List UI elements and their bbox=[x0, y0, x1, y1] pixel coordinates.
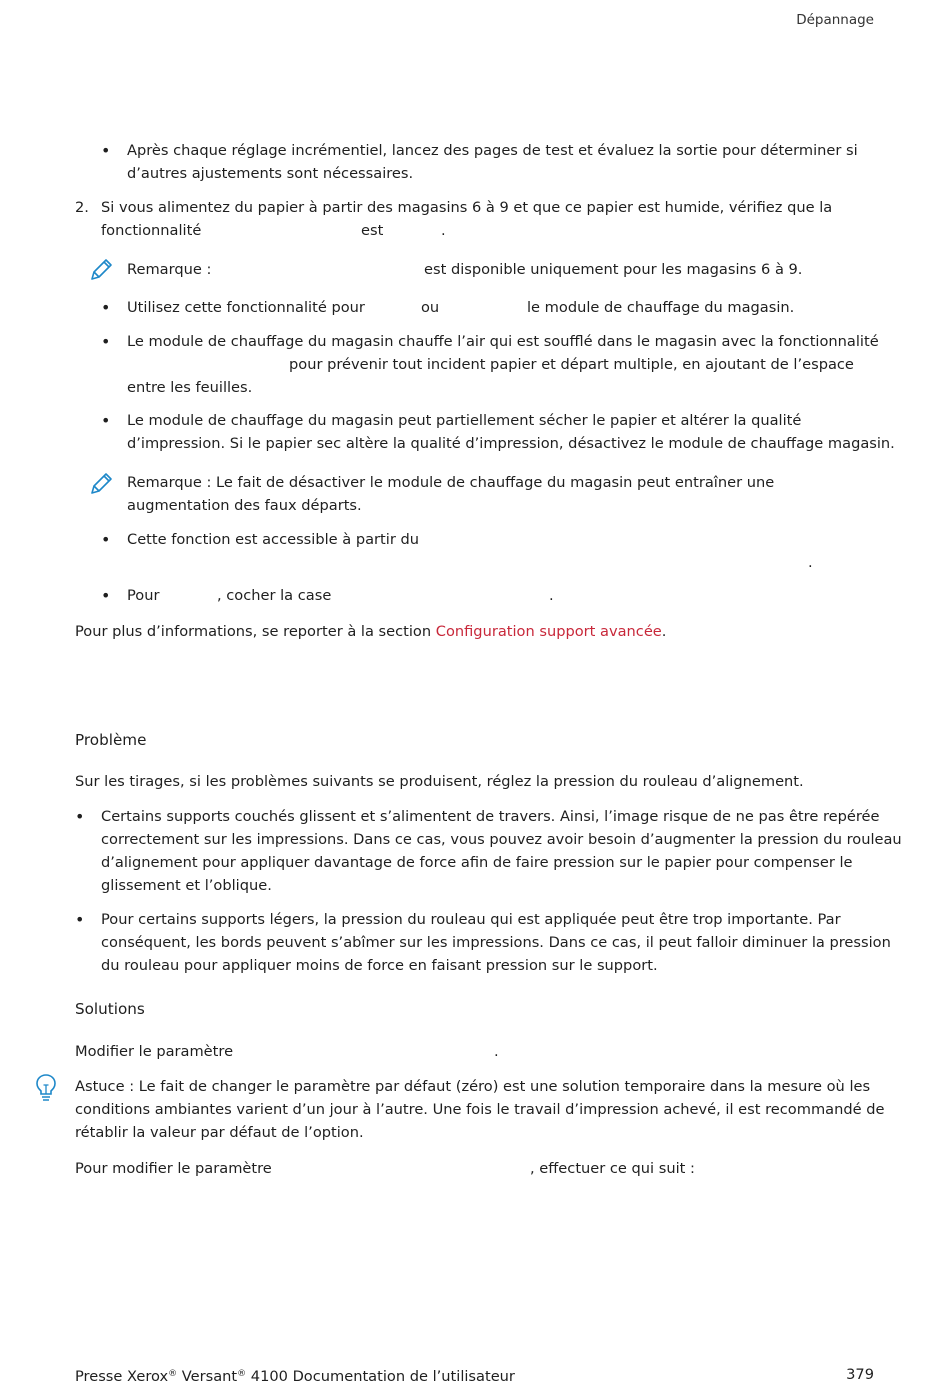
bullet-text-line: Après chaque réglage incrémentiel, lancez des pages de test et évaluez la sortie pour déterminer si bbox=[127, 142, 858, 159]
step-text-line: Si vous alimentez du papier à partir des magasins 6 à 9 et que ce papier est humide, vérifiez que la bbox=[101, 199, 833, 216]
bullet-text-line: entre les feuilles. bbox=[127, 379, 253, 396]
pencil-icon bbox=[88, 471, 114, 497]
problem-heading: Problème bbox=[75, 731, 147, 749]
step-number: 2. bbox=[75, 199, 89, 216]
bullet-text-fragment: ou bbox=[421, 299, 440, 316]
more-info-line bbox=[75, 620, 666, 643]
registered-mark: ® bbox=[168, 1369, 178, 1379]
bullet-text-line: Le module de chauffage du magasin peut partiellement sécher le papier et altérer la qualité bbox=[127, 412, 802, 429]
problem-text-line: Certains supports couchés glissent et s’alimentent de travers. Ainsi, l’image risque de ne pas être repérée bbox=[101, 808, 880, 825]
footer-text: 4100 Documentation de l’utilisateur bbox=[246, 1368, 515, 1385]
bullet-text-line: d’autres ajustements sont nécessaires. bbox=[127, 165, 414, 182]
bullet-dot: • bbox=[101, 141, 111, 160]
modify-text: Modifier le paramètre bbox=[75, 1043, 234, 1060]
bullet-text-fragment: le module de chauffage du magasin. bbox=[527, 299, 795, 316]
footer-text: Versant bbox=[177, 1368, 238, 1385]
page-header-section: Dépannage bbox=[796, 12, 874, 28]
bullet-dot: • bbox=[101, 530, 111, 549]
problem-text-line: d’alignement pour appliquer davantage de force afin de faire pression sur le papier pour compenser le bbox=[101, 854, 853, 871]
bullet-text-line: Cette fonction est accessible à partir du bbox=[127, 531, 419, 548]
footer-doc-title bbox=[75, 1363, 515, 1388]
note-label: Remarque : bbox=[127, 261, 212, 278]
footer-text: Presse Xerox bbox=[75, 1368, 169, 1385]
bullet-text-line: Le module de chauffage du magasin chauffe l’air qui est soufflé dans le magasin avec la fonctionnalité bbox=[127, 333, 879, 350]
problem-text-line: correctement sur les impressions. Dans ce cas, vous pouvez avoir besoin d’augmenter la pression du rouleau bbox=[101, 831, 902, 848]
step-text-fragment: . bbox=[441, 222, 446, 239]
bullet-dot: • bbox=[101, 298, 111, 317]
note-text-line: Remarque : Le fait de désactiver le module de chauffage du magasin peut entraîner une bbox=[127, 474, 775, 491]
howto-text: Pour modifier le paramètre bbox=[75, 1160, 272, 1177]
bullet-dot: • bbox=[75, 807, 85, 826]
config-support-link[interactable]: Configuration support avancée bbox=[435, 623, 662, 640]
note-text-line: augmentation des faux départs. bbox=[127, 497, 362, 514]
modify-end: . bbox=[494, 1043, 499, 1060]
bullet-dot: • bbox=[101, 586, 111, 605]
bullet-text-line: d’impression. Si le papier sec altère la qualité d’impression, désactivez le module de chauffage magasin. bbox=[127, 435, 895, 452]
pencil-icon bbox=[88, 257, 114, 283]
lightbulb-icon bbox=[35, 1073, 57, 1103]
step-text-fragment: est bbox=[361, 222, 384, 239]
problem-text-line: Pour certains supports légers, la pression du rouleau qui est appliquée peut être trop importante. Par bbox=[101, 911, 841, 928]
bullet-text-fragment: , cocher la case bbox=[217, 587, 332, 604]
bullet-text-line: pour prévenir tout incident papier et départ multiple, en ajoutant de l’espace bbox=[289, 356, 854, 373]
note-text: est disponible uniquement pour les magasins 6 à 9. bbox=[424, 261, 803, 278]
bullet-text-fragment: Pour bbox=[127, 587, 160, 604]
problem-text-line: glissement et l’oblique. bbox=[101, 877, 272, 894]
bullet-dot: • bbox=[75, 910, 85, 929]
tip-text-line: rétablir la valeur par défaut de l’option. bbox=[75, 1124, 364, 1141]
more-info-end: . bbox=[661, 623, 667, 640]
bullet-text-fragment: . bbox=[549, 587, 554, 604]
bullet-dot: • bbox=[101, 332, 111, 351]
tip-text-line: Astuce : Le fait de changer le paramètre par défaut (zéro) est une solution temporaire dans la mesure où les bbox=[75, 1078, 871, 1095]
solutions-heading: Solutions bbox=[75, 1000, 145, 1018]
howto-end: , effectuer ce qui suit : bbox=[530, 1160, 695, 1177]
page-number: 379 bbox=[846, 1366, 874, 1383]
more-info-text: Pour plus d’informations, se reporter à la section bbox=[75, 623, 432, 640]
problem-intro: Sur les tirages, si les problèmes suivants se produisent, réglez la pression du rouleau d’alignement. bbox=[75, 773, 804, 790]
step-text-fragment: fonctionnalité bbox=[101, 222, 202, 239]
tip-text-line: conditions ambiantes varient d’un jour à l’autre. Une fois le travail d’impression achevé, il est recommandé de bbox=[75, 1101, 885, 1118]
registered-mark: ® bbox=[237, 1369, 247, 1379]
problem-text-line: du rouleau pour appliquer moins de force en faisant pression sur le support. bbox=[101, 957, 658, 974]
bullet-text-fragment: Utilisez cette fonctionnalité pour bbox=[127, 299, 365, 316]
bullet-dot: • bbox=[101, 411, 111, 430]
bullet-text-fragment: . bbox=[808, 554, 813, 571]
problem-text-line: conséquent, les bords peuvent s’abîmer sur les impressions. Dans ce cas, il peut falloir diminuer la pression bbox=[101, 934, 891, 951]
